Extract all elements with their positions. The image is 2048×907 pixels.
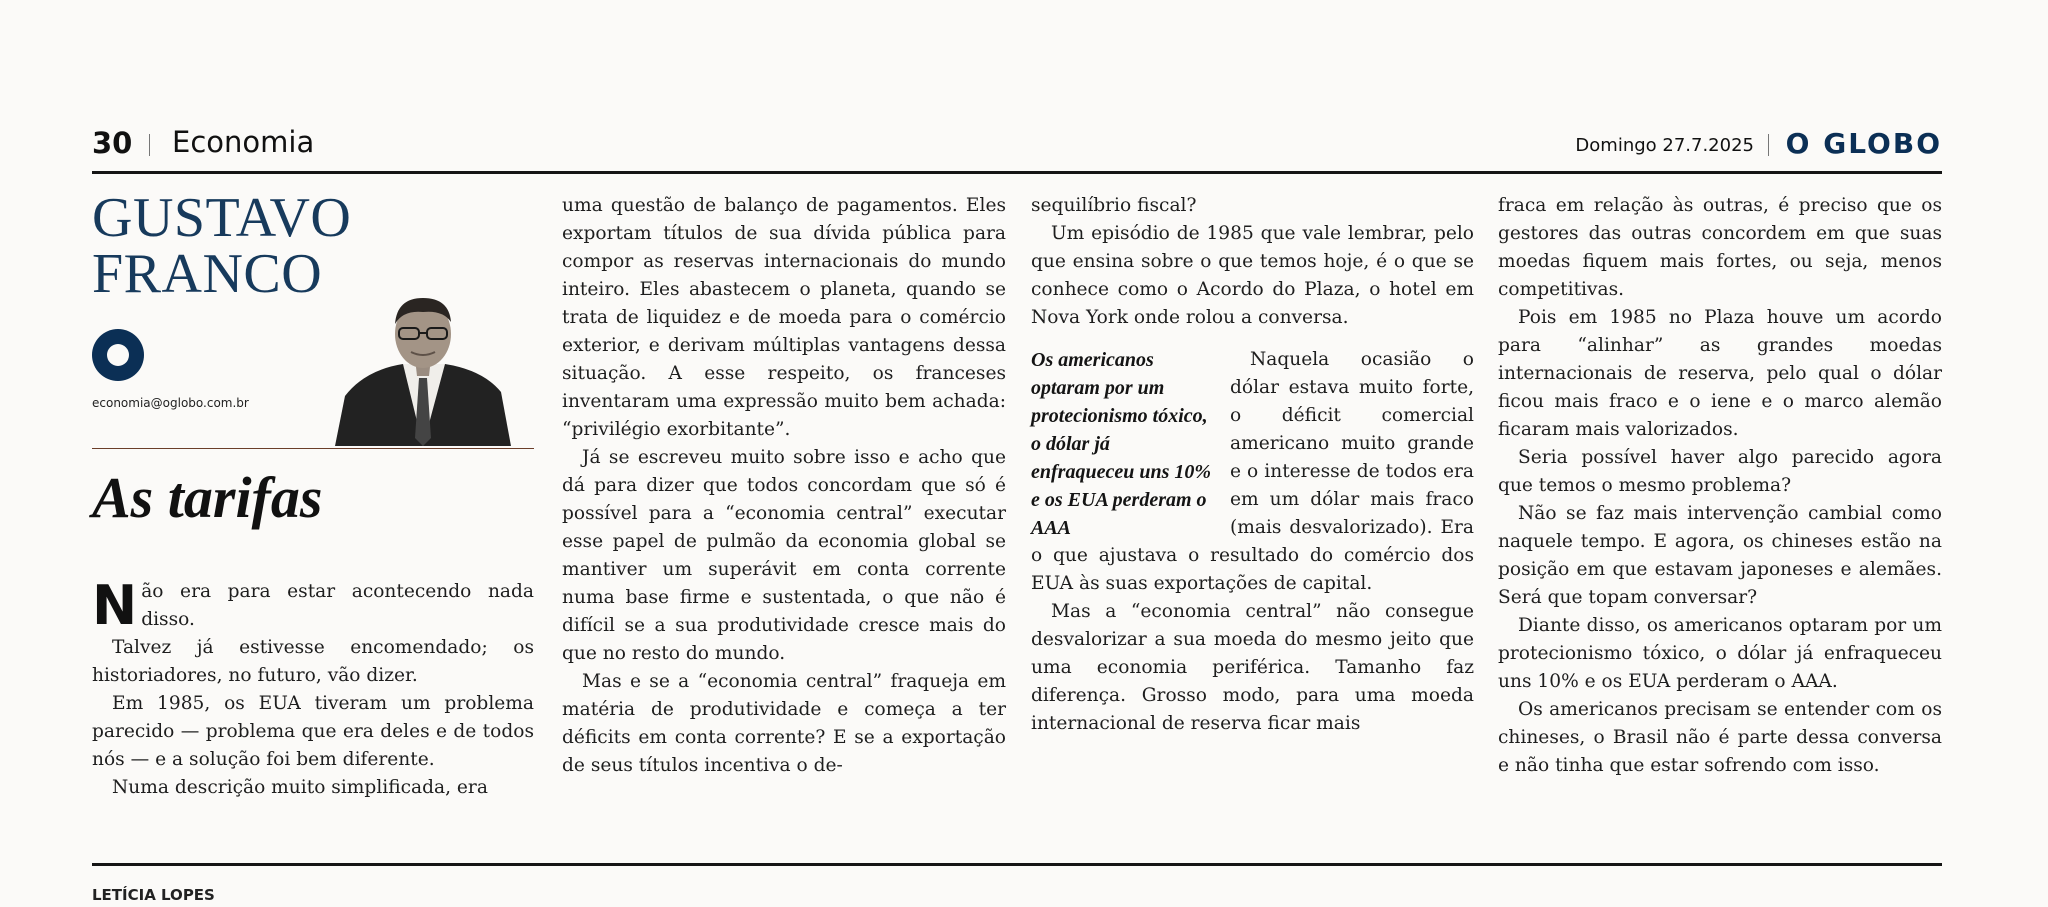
paragraph: Mas e se a “economia central” fraqueja em matéria de produtividade e começa a ter déficits em conta corrente? E se a exportação de seus títulos incentiva o de- (562, 671, 1006, 776)
article-title: As tarifas (92, 465, 323, 530)
paragraph: Numa descrição muito simplificada, era (112, 777, 488, 798)
page-number: 30 (92, 126, 133, 160)
paragraph: Naquela ocasião o dólar estava muito forte, o déficit comercial americano muito grande e o interesse de todos era em um dólar mais fraco (mais desvalorizado). Era o que ajustava o resultado do comércio dos EUA às suas exportações de capital. (1031, 349, 1474, 594)
next-column-byline: LETÍCIA LOPES (92, 886, 215, 904)
drop-cap: N (92, 574, 138, 637)
paragraph: ão era para estar acontecendo nada disso. (141, 581, 534, 630)
o-globo-ring-icon (92, 329, 144, 381)
article-column-3 (1031, 192, 1474, 738)
issue-date: Domingo 27.7.2025 (1575, 135, 1754, 156)
header-divider (1768, 134, 1769, 156)
top-rule (92, 171, 1942, 174)
paragraph: fraca em relação às outras, é preciso que os gestores das outras concordem em que suas moedas fiquem mais fortes, ou seja, menos competitivas. (1498, 195, 1942, 300)
portrait-rule (92, 448, 534, 449)
author-photo (325, 288, 515, 446)
paragraph: Já se escreveu muito sobre isso e acho que dá para dizer que todos concordam que só é possível para a “economia central” executar esse papel de pulmão da economia global se mantiver um superávit em conta corrente numa base firme e sustentada, o que não é difícil se a sua produtividade cresce mais do que no resto do mundo. (562, 447, 1006, 664)
paragraph: Mas a “economia central” não consegue desvalorizar a sua moeda do mesmo jeito que uma economia periférica. Tamanho faz diferença. Grosso modo, para uma moeda internacional de reserva ficar mais (1031, 601, 1474, 734)
author-first-name: GUSTAVO (92, 187, 352, 249)
paragraph: Um episódio de 1985 que vale lembrar, pelo que ensina sobre o que temos hoje, é o que se conhece como o Acordo do Plaza, o hotel em Nova York onde rolou a conversa. (1031, 223, 1474, 328)
paragraph: Diante disso, os americanos optaram por um protecionismo tóxico, o dólar já enfraqueceu uns 10% e os EUA perderam o AAA. (1498, 615, 1942, 692)
paragraph: uma questão de balanço de pagamentos. Eles exportam títulos de sua dívida pública para compor as reservas internacionais do mundo inteiro. Eles abastecem o planeta, quando se trata de liquidez e de moeda para o comércio exterior, e derivam múltiplas vantagens dessa situação. A esse respeito, os franceses inventaram uma expressão muito bem achada: “privilégio exorbitante”. (562, 195, 1006, 440)
newspaper-logo: O GLOBO (1785, 127, 1942, 160)
paragraph: Em 1985, os EUA tiveram um problema parecido — problema que era deles e de todos nós — e a solução foi bem diferente. (92, 693, 534, 770)
author-name (92, 187, 352, 305)
section-name: Economia (172, 125, 315, 159)
paragraph: Não se faz mais intervenção cambial como naquele tempo. E agora, os chineses estão na posição em que estavam japoneses e alemães. Será que topam conversar? (1498, 503, 1942, 608)
paragraph: Talvez já estivesse encomendado; os historiadores, no futuro, vão dizer. (92, 637, 534, 686)
page-header (92, 122, 1942, 168)
author-email: economia@oglobo.com.br (92, 396, 249, 410)
bottom-rule (92, 863, 1942, 866)
pull-quote: Os americanos optaram por um protecionismo tóxico, o dólar já enfraqueceu uns 10% e os EUA perderam o AAA (1031, 349, 1212, 539)
article-column-4 (1498, 192, 1942, 780)
article-column-2 (562, 192, 1006, 780)
paragraph: Pois em 1985 no Plaza houve um acordo para “alinhar” as grandes moedas internacionais de reserva, pelo qual o dólar ficou mais fraco e o iene e o marco alemão ficaram mais valorizados. (1498, 307, 1942, 440)
author-last-name: FRANCO (92, 243, 323, 305)
article-column-1 (92, 574, 534, 802)
paragraph: Seria possível haver algo parecido agora que temos o mesmo problema? (1498, 447, 1942, 496)
header-divider (149, 134, 150, 156)
paragraph: sequilíbrio fiscal? (1031, 195, 1197, 216)
paragraph: Os americanos precisam se entender com os chineses, o Brasil não é parte dessa conversa e não tinha que estar sofrendo com isso. (1498, 699, 1942, 776)
